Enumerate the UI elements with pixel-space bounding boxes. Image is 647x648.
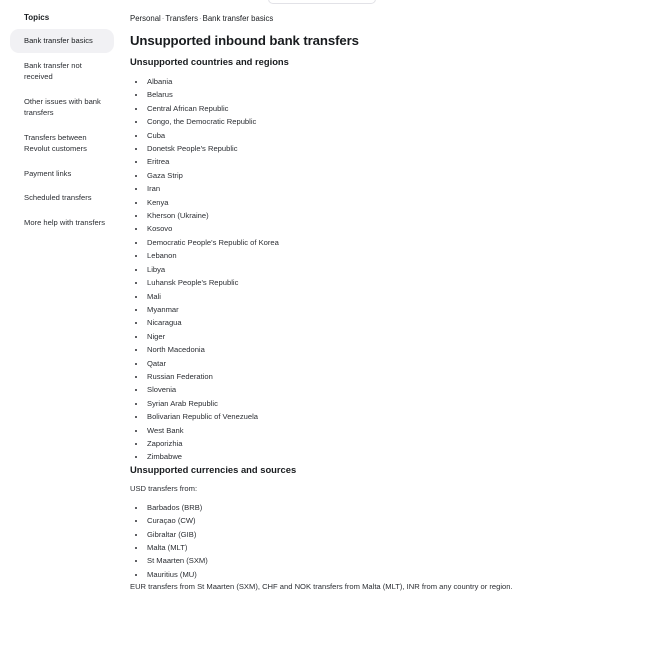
topics-sidebar: [10, 13, 114, 235]
list-item: Belarus: [135, 88, 630, 101]
list-item: Eritrea: [135, 155, 630, 168]
list-item: Albania: [135, 75, 630, 88]
list-item: Malta (MLT): [135, 541, 630, 554]
list-item: St Maarten (SXM): [135, 554, 630, 567]
list-item: Donetsk People's Republic: [135, 142, 630, 155]
sidebar-item-transfers-between-customers[interactable]: Transfers between Revolut customers: [24, 132, 87, 153]
usd-sources-list: [130, 501, 630, 581]
sidebar-item-other-issues[interactable]: Other issues with bank transfers: [24, 96, 101, 117]
countries-heading: Unsupported countries and regions: [130, 56, 289, 67]
page-title: Unsupported inbound bank transfers: [130, 33, 359, 48]
breadcrumb-transfers[interactable]: Transfers: [165, 14, 199, 23]
list-item: Slovenia: [135, 383, 630, 396]
list-item: Kenya: [135, 196, 630, 209]
list-item: Curaçao (CW): [135, 514, 630, 527]
sidebar-item-scheduled-transfers[interactable]: Scheduled transfers: [24, 193, 92, 202]
list-item: Cuba: [135, 129, 630, 142]
list-item: Democratic People's Republic of Korea: [135, 236, 630, 249]
breadcrumb-separator: ·: [199, 14, 202, 23]
list-item: Kherson (Ukraine): [135, 209, 630, 222]
sidebar-item-bank-transfer-basics[interactable]: Bank transfer basics: [10, 29, 114, 53]
currencies-heading: Unsupported currencies and sources: [130, 463, 297, 475]
list-item: Gibraltar (GIB): [135, 528, 630, 541]
article-content: [130, 14, 630, 599]
list-item: Nicaragua: [135, 316, 630, 329]
list-item: Zaporizhia: [135, 437, 630, 450]
list-item: Qatar: [135, 357, 630, 370]
breadcrumb-separator: ·: [161, 14, 165, 23]
countries-list: [130, 75, 630, 464]
footer-note: EUR transfers from St Maarten (SXM), CHF and NOK transfers from Malta (MLT), INR from any country or region.: [130, 582, 513, 592]
breadcrumb-personal[interactable]: Personal: [130, 14, 161, 23]
list-item: Niger: [135, 330, 630, 343]
list-item: North Macedonia: [135, 343, 630, 356]
list-item: Zimbabwe: [135, 450, 630, 463]
breadcrumb-bank-transfer-basics[interactable]: Bank transfer basics: [202, 14, 274, 23]
list-item: Mauritius (MU): [135, 568, 630, 581]
list-item: Russian Federation: [135, 370, 630, 383]
sidebar-item-bank-transfer-not-received[interactable]: Bank transfer not received: [24, 60, 82, 81]
list-item: Luhansk People's Republic: [135, 276, 630, 289]
list-item: Mali: [135, 290, 630, 303]
list-item: Barbados (BRB): [135, 501, 630, 514]
list-item: Lebanon: [135, 249, 630, 262]
list-item: Iran: [135, 182, 630, 195]
sidebar-item-more-help[interactable]: More help with transfers: [24, 217, 106, 227]
usd-intro: USD transfers from:: [130, 483, 198, 493]
list-item: Central African Republic: [135, 102, 630, 115]
breadcrumb: [130, 14, 630, 23]
list-item: Congo, the Democratic Republic: [135, 115, 630, 128]
list-item: Gaza Strip: [135, 169, 630, 182]
list-item: Bolivarian Republic of Venezuela: [135, 410, 630, 423]
top-search-bar-edge: [268, 0, 376, 4]
sidebar-item-payment-links[interactable]: Payment links: [24, 168, 72, 178]
topics-heading: Topics: [24, 13, 50, 22]
list-item: Syrian Arab Republic: [135, 397, 630, 410]
list-item: West Bank: [135, 424, 630, 437]
list-item: Kosovo: [135, 222, 630, 235]
list-item: Libya: [135, 263, 630, 276]
list-item: Myanmar: [135, 303, 630, 316]
